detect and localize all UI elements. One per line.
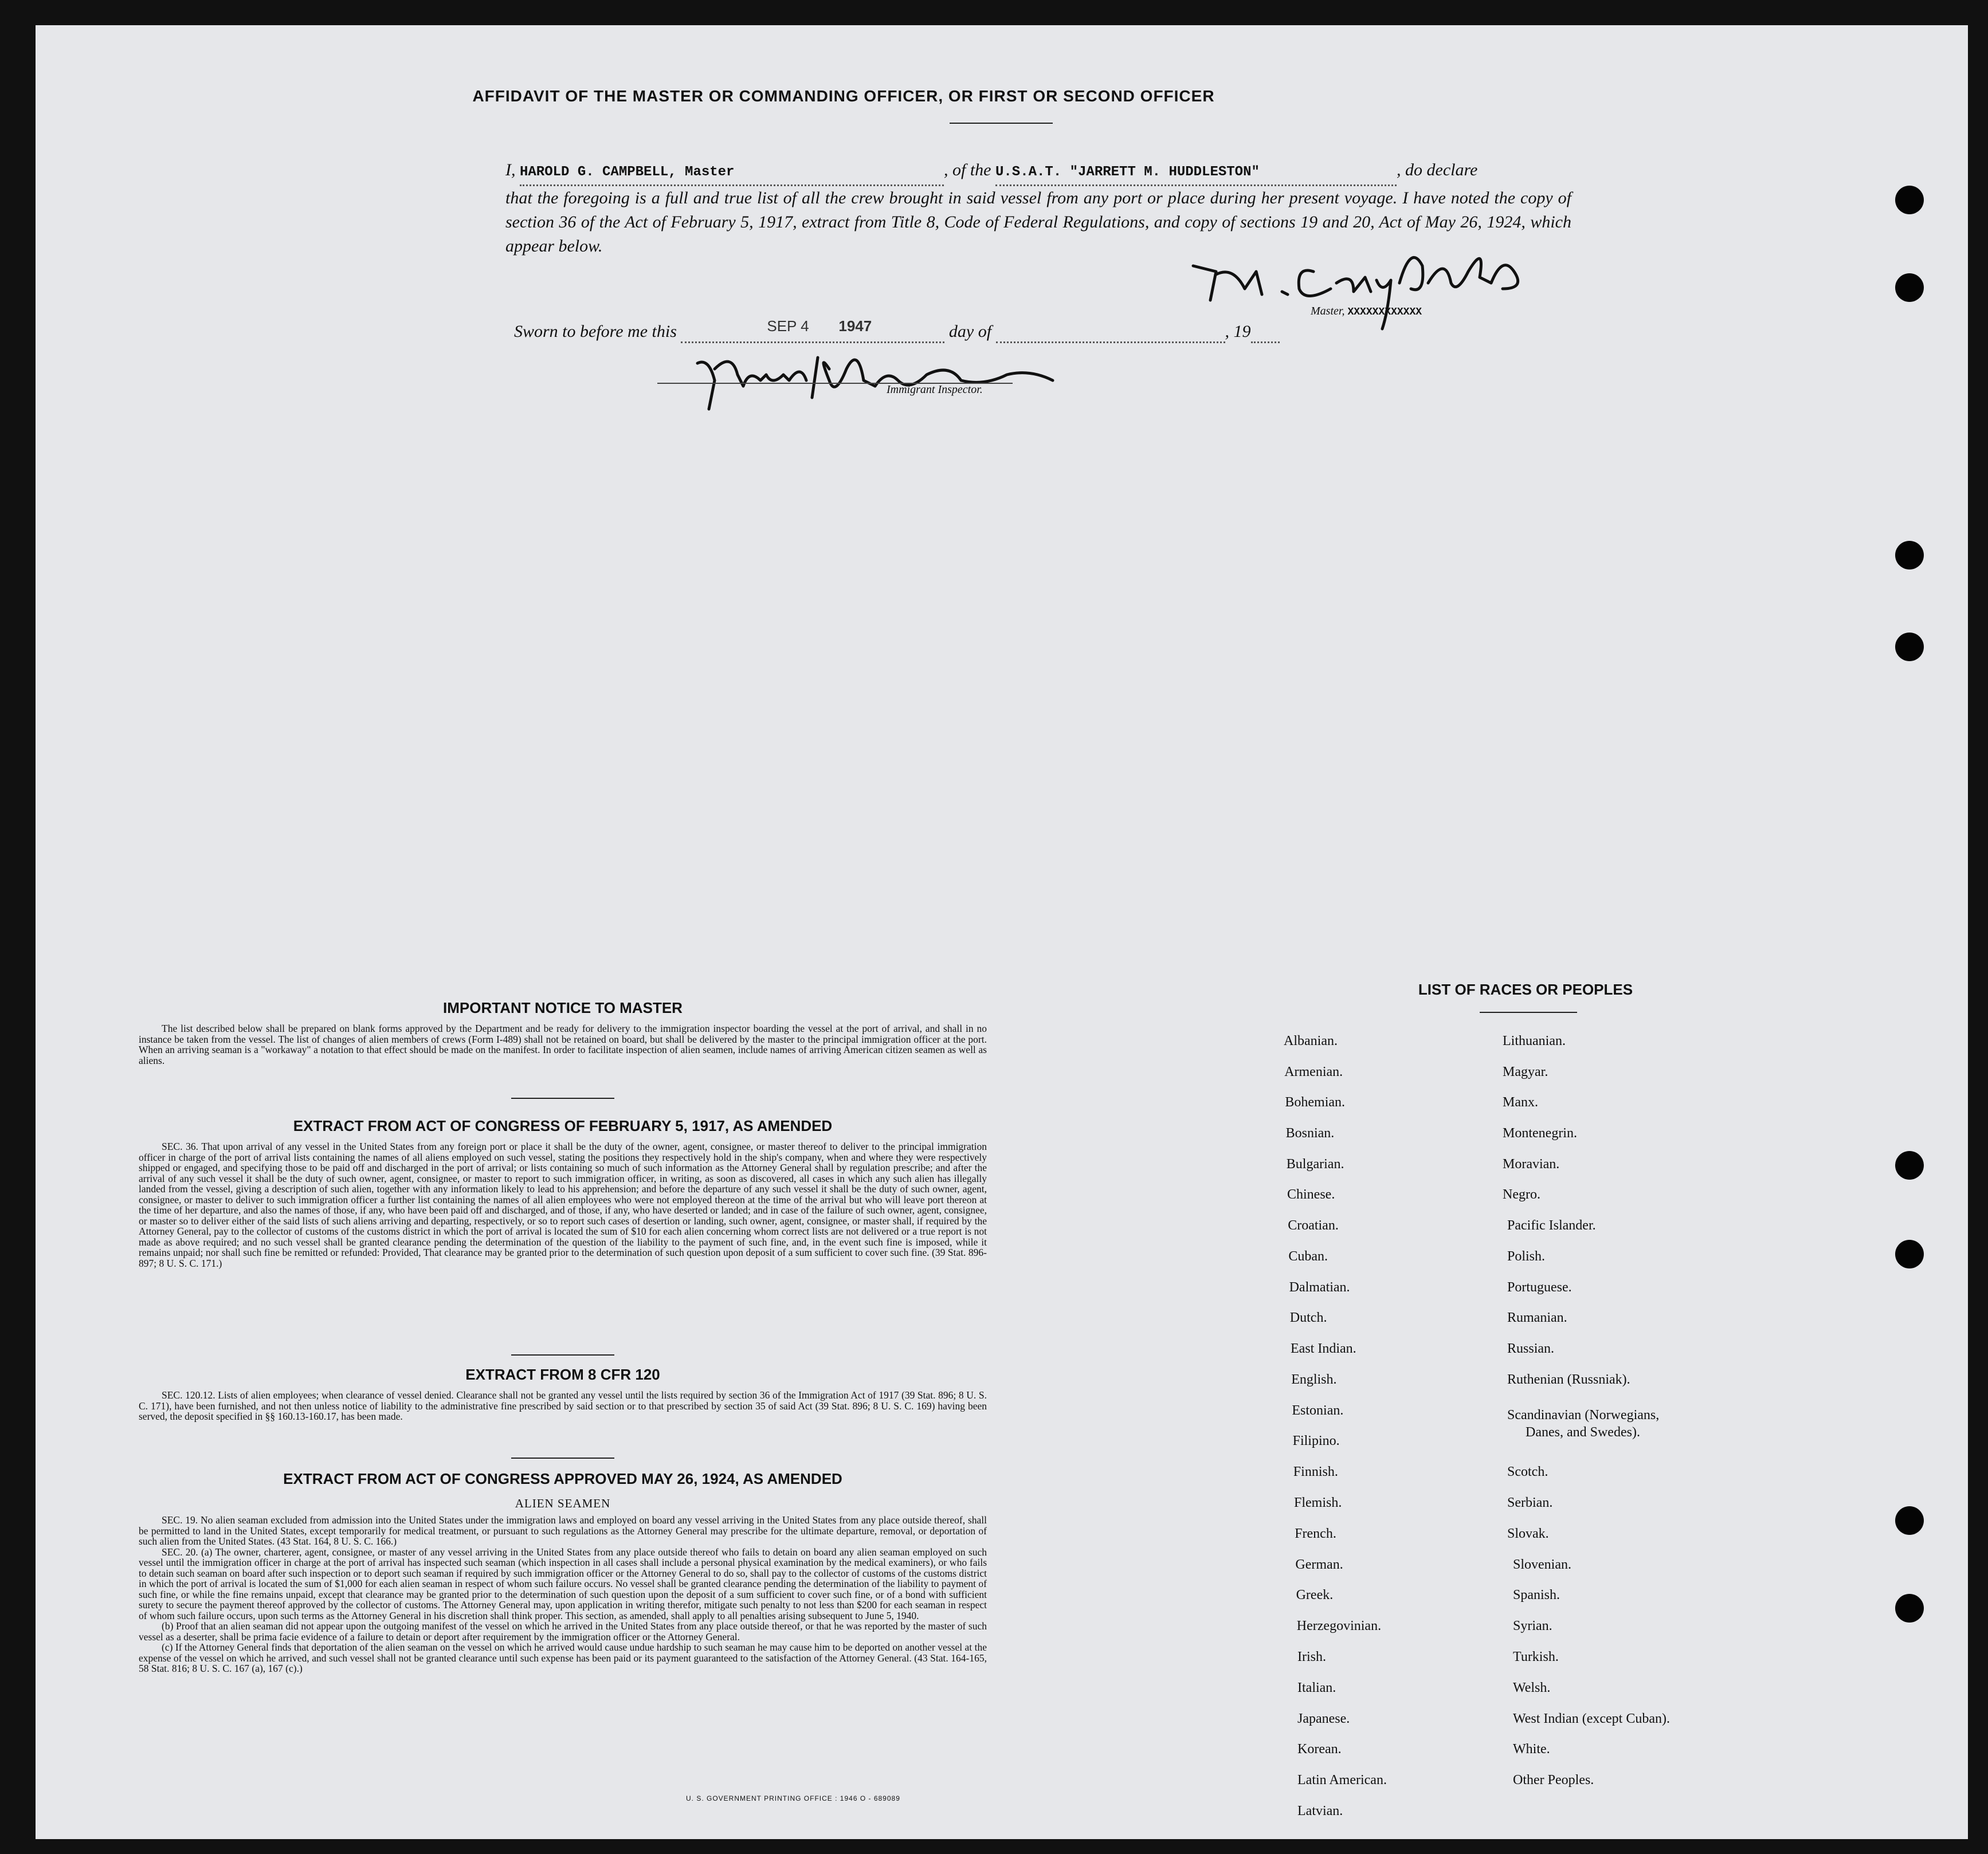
race-item: Armenian. <box>1284 1065 1343 1079</box>
race-item: Serbian. <box>1507 1495 1553 1510</box>
race-item: Filipino. <box>1292 1433 1340 1448</box>
extract-1917-text <box>139 1141 987 1268</box>
master-label-text: Master, <box>1311 305 1345 317</box>
punch-hole <box>1895 273 1924 302</box>
race-item: Polish. <box>1507 1249 1546 1264</box>
race-item: Latin American. <box>1297 1773 1387 1788</box>
race-item: Albanian. <box>1284 1034 1338 1048</box>
race-item: Turkish. <box>1513 1649 1559 1664</box>
extract-1924-title: EXTRACT FROM ACT OF CONGRESS APPROVED MAY 26, 1924, AS AMENDED <box>283 1470 842 1487</box>
punch-hole <box>1895 1506 1924 1535</box>
sec36-paragraph: SEC. 36. That upon arrival of any vessel in the United States from any foreign port or place it shall be the duty of the owner, agent, consignee, or master thereof to deliver to the principal immigration officer in charge of the port of arrival lists containing the names of all aliens employed on such vessel, stating the positions they respectively hold in the ship's company, when and where they were respectively shipped or engaged, and specifying those to be paid off and discharged in the port of arrival; or lists containing so much of such information as the Attorney General shall by regulation prescribe; and after the arrival of any such vessel it shall be the duty of such owner, agent, consignee, or master to report to such immigration officer, in writing, as soon as discovered, all cases in which any such alien has illegally landed from the vessel, giving a description of such alien, together with any information likely to lead to his apprehension; and before the departure of any such vessel it shall be the duty of such owner, agent, consignee, or master to deliver to such immigration officer a further list containing the names of all alien employees who were not employed thereon at the time of the arrival but who will leave port thereon at the time of her departure, and also the names of those, if any, who have been paid off and discharged, and of those, if any, who have deserted or landed; and in case of the failure of such owner, agent, consignee, or master so to deliver either of the said lists of such aliens arriving and departing, respectively, or so to report such cases of desertion or landing, such owner, agent, consignee, or master shall, if required by the Attorney General, pay to the collector of customs of the customs district in which the port of arrival is located the sum of $10 for each alien concerning whom correct lists are not delivered or a true report is not made as above required; and no such vessel shall be granted clearance pending the determination of the question of the liability to the payment of such fine, and, in the event such fine is imposed, while it remains unpaid; nor shall such fine be remitted or refunded: Provided, That clearance may be granted prior to the determination of such question upon deposit of a sum sufficient to cover such fine. (39 Stat. 896-897; 8 U. S. C. 171.) <box>139 1141 987 1269</box>
race-item: English. <box>1291 1372 1337 1387</box>
race-item: Bohemian. <box>1285 1095 1346 1110</box>
punch-hole <box>1895 541 1924 569</box>
races-title: LIST OF RACES OR PEOPLES <box>1418 981 1633 998</box>
race-item: Syrian. <box>1513 1619 1552 1633</box>
race-item: Dutch. <box>1289 1310 1327 1325</box>
race-item: Scotch. <box>1507 1464 1548 1479</box>
race-item: Danes, and Swedes). <box>1526 1425 1640 1440</box>
sworn-date-stamp: SEP 4 <box>767 317 809 335</box>
alien-seamen-subtitle: ALIEN SEAMEN <box>515 1496 611 1510</box>
race-item: Manx. <box>1503 1095 1538 1110</box>
race-item: Flemish. <box>1294 1495 1342 1510</box>
sec20a-paragraph: SEC. 20. (a) The owner, charterer, agent, consignee, or master of any vessel arriving in the United States from any place outside thereof who fails to detain on board any alien seaman employed on such vessel until the immigration officer in charge at the port of arrival has inspected such seaman (which inspection in all cases shall include a personal physical examination by the medical examiners), or who fails to detain such seaman on board after such inspection or to deport such seaman if required by such immigration officer or the Attorney General to do so, shall pay to the collector of customs of the customs district in which the port of arrival is located the sum of $1,000 for each alien seaman in respect of whom such failure occurs. No vessel shall be granted clearance pending the determination of the liability to payment of such fine, or while the fine remains unpaid, except that clearance may be granted prior to the determination of such question upon the deposit of a sum sufficient to cover such fine, or of a bond with sufficient surety to secure the payment thereof approved by the collector of customs. The Attorney General may, upon application in writing therefor, mitigate such penalty to not less than $200 for each seaman in respect of whom such failure occurs, upon such terms as the Attorney General in his discretion shall think proper. This section, as amended, shall apply to all penalties arising subsequent to June 5, 1940. <box>139 1546 987 1621</box>
race-item: Korean. <box>1297 1742 1342 1757</box>
race-item: Finnish. <box>1293 1464 1338 1479</box>
title-rule <box>950 123 1053 124</box>
race-item: White. <box>1513 1742 1550 1757</box>
race-item: Japanese. <box>1297 1711 1350 1726</box>
master-label <box>1311 305 1422 318</box>
race-item: Welsh. <box>1513 1680 1551 1695</box>
race-item: Cuban. <box>1288 1249 1328 1264</box>
race-item: Ruthenian (Russniak). <box>1507 1372 1630 1387</box>
master-name: HAROLD G. CAMPBELL, Master <box>520 164 735 180</box>
race-item: Other Peoples. <box>1513 1773 1594 1788</box>
extract-1917-title: EXTRACT FROM ACT OF CONGRESS OF FEBRUARY 5, 1917, AS AMENDED <box>293 1117 833 1134</box>
race-item: German. <box>1295 1557 1343 1572</box>
race-item: Latvian. <box>1297 1804 1343 1818</box>
inspector-label: Immigrant Inspector. <box>887 383 983 396</box>
race-item: West Indian (except Cuban). <box>1513 1711 1670 1726</box>
sworn-prefix: Sworn to before me this <box>514 322 677 341</box>
declaration-body: that the foregoing is a full and true list of all the crew brought in said vessel from any port or place during her present voyage. I have noted the copy of section 36 of the Act of February 5, 1917, extract from Title 8, Code of Federal Regulations, and copy of sections 19 and 20, Act of May 26, 1924, which appear below. <box>505 188 1571 256</box>
line1-mid: , of the <box>944 160 991 179</box>
race-item: Moravian. <box>1503 1157 1560 1172</box>
affidavit-title: AFFIDAVIT OF THE MASTER OR COMMANDING OFFICER, OR FIRST OR SECOND OFFICER <box>472 87 1215 105</box>
race-item: Lithuanian. <box>1503 1034 1566 1048</box>
inspector-signature <box>686 346 1076 415</box>
notice-rule <box>511 1098 614 1099</box>
sworn-year-stamp: 1947 <box>838 317 872 335</box>
notice-paragraph: The list described below shall be prepared on blank forms approved by the Department and be ready for delivery to the immigration inspector boarding the vessel at the port of arrival, and shall in no instance be taken from the vessel. The list of changes of alien members of crews (Form I-489) shall not be retained on board, but shall be delivered by the master to the principal immigration officer at the port. When an arriving seaman is a "workaway" a notation to that effect should be made on the manifest. In order to facilitate inspection of alien seamen, include names of arriving American citizen seamen as well as aliens. <box>139 1023 987 1066</box>
race-item: Bosnian. <box>1285 1126 1335 1141</box>
extract-1924-text <box>139 1515 987 1674</box>
race-item: East Indian. <box>1291 1341 1356 1356</box>
sworn-year-prefix: , 19 <box>1225 322 1251 341</box>
race-item: Bulgarian. <box>1286 1157 1344 1172</box>
race-item: Dalmatian. <box>1289 1280 1350 1295</box>
race-item: Croatian. <box>1288 1218 1339 1233</box>
extract-1917-rule <box>511 1354 614 1356</box>
race-item: Negro. <box>1503 1187 1540 1202</box>
notice-text <box>139 1023 987 1066</box>
races-rule <box>1480 1012 1577 1013</box>
race-item: Irish. <box>1297 1649 1326 1664</box>
race-item: Pacific Islander. <box>1507 1218 1596 1233</box>
punch-hole <box>1895 1151 1924 1180</box>
race-item: Slovenian. <box>1513 1557 1571 1572</box>
punch-hole <box>1895 633 1924 661</box>
form-page <box>36 25 1968 1839</box>
race-item: Russian. <box>1507 1341 1555 1356</box>
line1-suffix: , do declare <box>1397 160 1478 179</box>
race-item: Rumanian. <box>1507 1310 1567 1325</box>
extract-cfr-text <box>139 1390 987 1422</box>
race-item: French. <box>1295 1526 1336 1541</box>
struck-out-title: XXXXXXXXXXXX <box>1347 307 1422 318</box>
race-item: Magyar. <box>1503 1065 1548 1079</box>
race-item: Spanish. <box>1513 1588 1560 1602</box>
race-item: Italian. <box>1297 1680 1336 1695</box>
punch-hole <box>1895 1594 1924 1623</box>
notice-title: IMPORTANT NOTICE TO MASTER <box>443 999 683 1016</box>
vessel-name: U.S.A.T. "JARRETT M. HUDDLESTON" <box>995 164 1260 180</box>
printer-imprint: U. S. GOVERNMENT PRINTING OFFICE : 1946 O - 689089 <box>686 1794 900 1802</box>
race-item: Montenegrin. <box>1503 1126 1577 1141</box>
race-item: Greek. <box>1296 1588 1334 1602</box>
sworn-day-of: day of <box>948 322 992 341</box>
sec120-paragraph: SEC. 120.12. Lists of alien employees; when clearance of vessel denied. Clearance shall not be granted any vessel until the lists required by section 36 of the Immigration Act of 1917 (39 Stat. 896; 8 U. S. C. 171), have been furnished, and not then unless notice of liability to the administrative fine prescribed by said section or to that prescribed by section 35 of said Act (39 Stat. 896; 8 U. S. C. 169) having been served, the deposit specified in §§ 160.13-160.17, has been made. <box>139 1389 987 1422</box>
race-item: Herzegovinian. <box>1296 1619 1382 1633</box>
extract-cfr-title: EXTRACT FROM 8 CFR 120 <box>465 1366 660 1383</box>
line1-prefix: I, <box>505 160 516 179</box>
race-item: Scandinavian (Norwegians, <box>1507 1408 1660 1423</box>
race-item: Estonian. <box>1292 1403 1344 1418</box>
race-item: Chinese. <box>1287 1187 1335 1202</box>
punch-hole <box>1895 1240 1924 1268</box>
extract-cfr-rule <box>511 1458 614 1459</box>
sec20b-paragraph: (b) Proof that an alien seaman did not appear upon the outgoing manifest of the vessel on which he arrived in the United States from any place outside thereof, or that he was reported by the master of such vessel as a deserter, shall be prima facie evidence of a failure to detain or deport after requirement by the immigration officer or the Attorney General. <box>139 1620 987 1643</box>
sec19-paragraph: SEC. 19. No alien seaman excluded from admission into the United States under the immigration laws and employed on board any vessel arriving in the United States from any place outside thereof, shall be permitted to land in the United States, except temporarily for medical treatment, or pursuant to such regulations as the Attorney General may prescribe for the ultimate departure, removal, or deportation of such alien from the United States. (43 Stat. 164, 8 U. S. C. 166.) <box>139 1514 987 1547</box>
race-item: Portuguese. <box>1507 1280 1572 1295</box>
punch-hole <box>1895 186 1924 214</box>
sec20c-paragraph: (c) If the Attorney General finds that deportation of the alien seaman on the vessel on which he arrived would cause undue hardship to such seaman he may cause him to be deported on another vessel at the expense of the vessel on which he arrived, and such vessel shall not be granted clearance until such expense has been paid or its payment guaranteed to the satisfaction of the Attorney General. (43 Stat. 164-165, 58 Stat. 816; 8 U. S. C. 167 (a), 167 (c).) <box>139 1641 987 1674</box>
race-item: Slovak. <box>1507 1526 1549 1541</box>
sworn-line <box>514 317 1280 343</box>
